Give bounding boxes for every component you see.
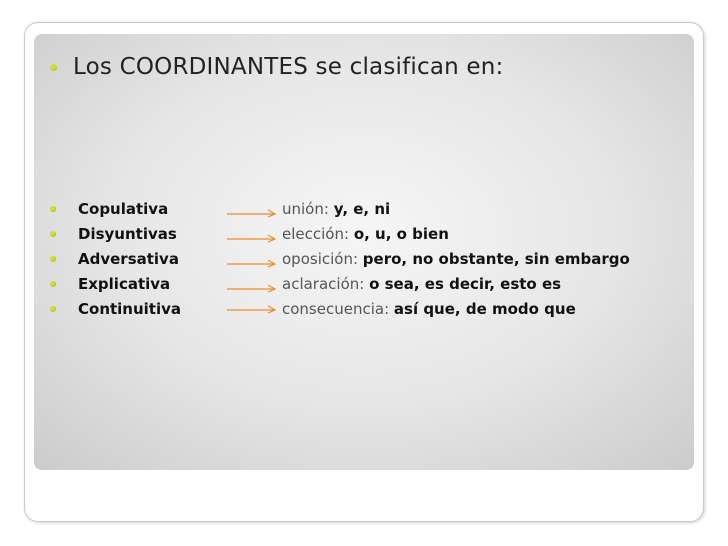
item-label: oposición: <box>282 250 359 268</box>
item-label: consecuencia: <box>282 300 390 318</box>
item-term: Disyuntivas <box>78 225 177 243</box>
bullet-icon <box>50 206 56 212</box>
item-examples: pero, no obstante, sin embargo <box>362 250 630 268</box>
item-label: unión: <box>282 200 329 218</box>
item-description <box>282 275 561 293</box>
arrow-right-icon <box>226 208 278 218</box>
arrow-right-icon <box>226 283 278 293</box>
item-term: Adversativa <box>78 250 179 268</box>
arrow-right-icon <box>226 258 278 268</box>
bullet-icon <box>50 306 56 312</box>
slide-title: Los COORDINANTES se clasifican en: <box>73 54 504 80</box>
item-description <box>282 250 630 268</box>
arrow-right-icon <box>226 304 278 314</box>
item-examples: y, e, ni <box>333 200 391 218</box>
item-term: Continuitiva <box>78 300 182 318</box>
arrow-right-icon <box>226 233 278 243</box>
item-label: aclaración: <box>282 275 365 293</box>
item-description <box>282 200 390 218</box>
item-label: elección: <box>282 225 350 243</box>
item-examples: o sea, es decir, esto es <box>369 275 562 293</box>
item-examples: así que, de modo que <box>393 300 576 318</box>
bullet-icon <box>50 64 57 71</box>
item-term: Explicativa <box>78 275 171 293</box>
item-examples: o, u, o bien <box>353 225 449 243</box>
item-description <box>282 300 576 318</box>
bullet-icon <box>50 281 56 287</box>
title-row <box>50 54 504 80</box>
bullet-icon <box>50 231 56 237</box>
item-description <box>282 225 449 243</box>
item-term: Copulativa <box>78 200 169 218</box>
bullet-icon <box>50 256 56 262</box>
